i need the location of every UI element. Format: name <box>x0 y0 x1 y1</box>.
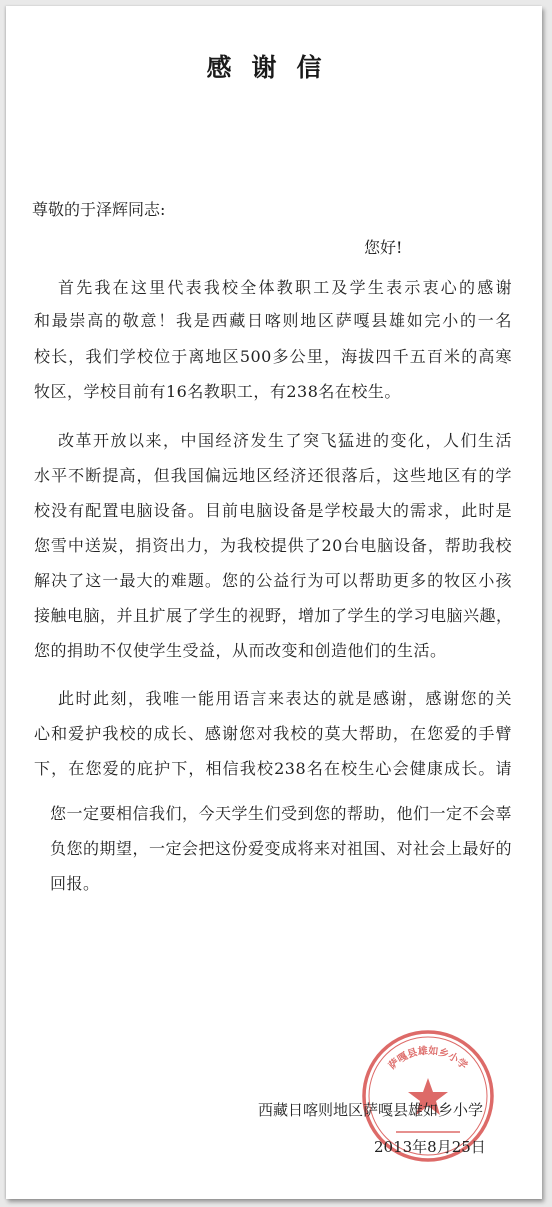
body-line: 水平不断提高，但我国偏远地区经济还很落后，这些地区有的学 <box>34 466 512 485</box>
body-line: 首先我在这里代表我校全体教职工及学生表示衷心的感谢 <box>58 278 512 297</box>
salutation: 尊敬的于泽辉同志: <box>32 200 166 219</box>
body-line: 接触电脑，并且扩展了学生的视野，增加了学生的学习电脑兴趣， <box>34 606 513 625</box>
body-line: 负您的期望，一定会把这份爱变成将来对祖国、对社会上最好的 <box>50 839 513 858</box>
body-line: 下，在您爱的庇护下，相信我校238名在校生心会健康成长。请 <box>34 759 512 778</box>
body-line: 校没有配置电脑设备。目前电脑设备是学校最大的需求，此时是 <box>34 501 512 520</box>
svg-text:萨嘎县雄如乡小学: 萨嘎县雄如乡小学 <box>386 1045 470 1072</box>
body-line: 校长，我们学校位于离地区500多公里，海拔四千五百米的高寒 <box>34 347 512 366</box>
body-line: 心和爱护我校的成长、感谢您对我校的莫大帮助，在您爱的手臂 <box>34 724 512 743</box>
body-line: 牧区，学校目前有16名教职工，有238名在校生。 <box>34 382 401 401</box>
body-line: 您雪中送炭，捐资出力，为我校提供了20台电脑设备，帮助我校 <box>34 536 512 555</box>
body-line: 您的捐助不仅使学生受益，从而改变和创造他们的生活。 <box>34 641 447 660</box>
greeting: 您好! <box>364 238 403 257</box>
body-line: 改革开放以来，中国经济发生了突飞猛进的变化，人们生活 <box>58 431 512 450</box>
body-line: 回报。 <box>50 874 100 893</box>
signature-organization: 西藏日喀则地区萨嘎县雄如乡小学 <box>258 1101 484 1119</box>
signature-date: 2013年8月25日 <box>374 1138 486 1156</box>
body-line: 您一定要相信我们，今天学生们受到您的帮助，他们一定不会辜 <box>50 804 513 823</box>
letter-page <box>6 6 542 1199</box>
body-line: 和最崇高的敬意！我是西藏日喀则地区萨嘎县雄如完小的一名 <box>34 311 512 330</box>
body-line: 解决了这一最大的难题。您的公益行为可以帮助更多的牧区小孩 <box>34 571 512 590</box>
letter-title: 感谢信 <box>206 53 342 82</box>
body-line: 此时此刻，我唯一能用语言来表达的就是感谢，感谢您的关 <box>58 689 512 708</box>
